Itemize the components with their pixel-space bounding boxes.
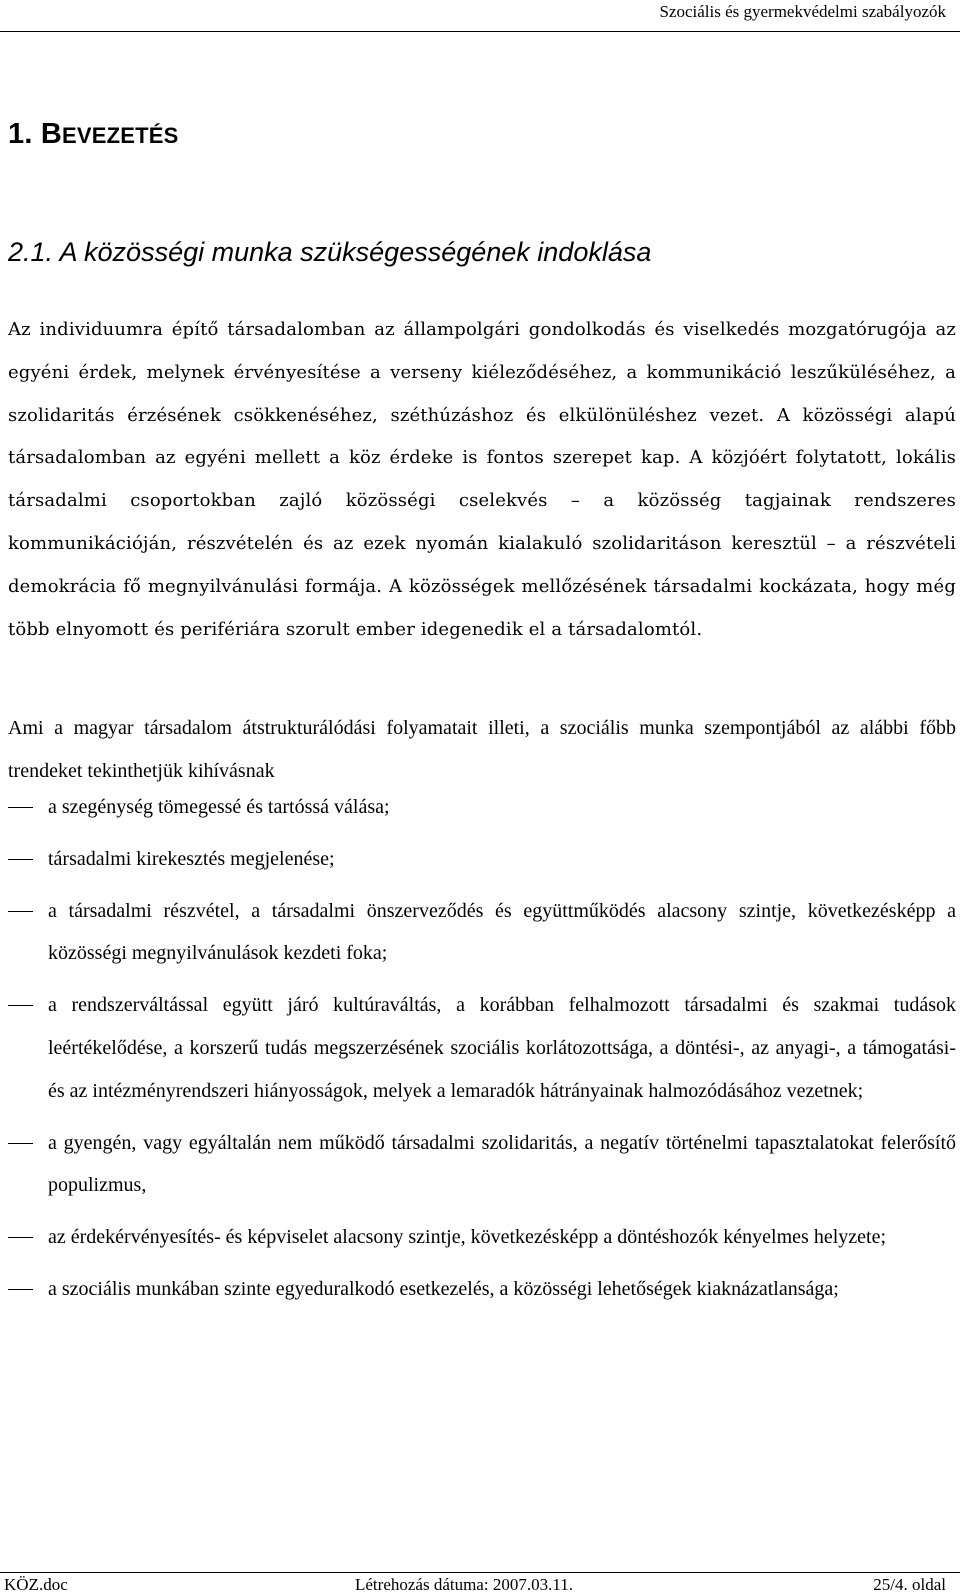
chapter-heading <box>8 118 179 151</box>
list-item: a társadalmi részvétel, a társadalmi önszerveződés és együttműködés alacsony szintje, következésképp a közösségi megnyilvánulások kezdeti foka; <box>8 890 956 976</box>
dash-bullet-icon <box>8 1289 33 1290</box>
chapter-title-rest: EVEZETÉS <box>62 123 179 148</box>
dash-bullet-icon <box>8 859 33 860</box>
list-item: a gyengén, vagy egyáltalán nem működő társadalmi szolidaritás, a negatív történelmi tapasztalatokat felerősítő populizmus, <box>8 1122 956 1208</box>
dash-bullet-icon <box>8 911 33 912</box>
header-title: Szociális és gyermekvédelmi szabályozók <box>659 2 946 21</box>
dash-bullet-icon <box>8 1143 33 1144</box>
running-footer <box>0 1572 960 1594</box>
trends-paragraph: Ami a magyar társadalom átstrukturálódási folyamatait illeti, a szociális munka szempontjából az alábbi főbb trendeket tekinthetjük kihívásnak <box>8 717 956 782</box>
chapter-title-initial: B <box>40 118 62 150</box>
dash-bullet-icon <box>8 1237 33 1238</box>
list-item: az érdekérvényesítés- és képviselet alacsony szintje, következésképp a döntéshozók kényelmes helyzete; <box>8 1216 956 1259</box>
trends-list <box>8 786 956 1320</box>
dash-bullet-icon <box>8 807 33 808</box>
running-header <box>0 0 960 32</box>
intro-paragraph: Az individuumra építő társadalomban az állampolgári gondolkodás és viselkedés mozgatórugója az egyéni érdek, melynek érvényesítése a verseny kiéleződéséhez, a kommunikáció leszűküléséhez, a szolidaritás érzésének csökkenéséhez, széthúzáshoz és elkülönüléshez vezet. A közösségi alapú társadalomban az egyéni mellett a köz érdeke is fontos szerepet kap. A közjóért folytatott, lokális társadalmi csoportokban zajló közösségi cselekvés – a közösség tagjainak rendszeres kommunikációján, részvételén és az ezek nyomán kialakuló szolidaritáson keresztül – a részvételi demokrácia fő megnyilvánulási formája. A közösségek mellőzésének társadalmi kockázata, hogy még több elnyomott és perifériára szorult ember idegenedik el a társadalomtól. <box>8 319 956 640</box>
chapter-number: 1. <box>8 118 41 150</box>
list-item: a rendszerváltással együtt járó kultúraváltás, a korábban felhalmozott társadalmi és szakmai tudások leértékelődése, a korszerű tudás megszerzésének szociális korlátozottsága, a döntési-, az anyagi-, a támogatási- és az intézményrendszeri hiányosságok, melyek a lemaradók hátrányainak halmozódásához vezetnek; <box>8 984 956 1112</box>
footer-created-date: Létrehozás dátuma: 2007.03.11. <box>355 1575 573 1594</box>
list-item: a szociális munkában szinte egyeduralkodó esetkezelés, a közösségi lehetőségek kiaknázatlansága; <box>8 1268 956 1311</box>
section-heading: 2.1. A közösségi munka szükségességének indoklása <box>8 237 652 267</box>
list-item: a szegénység tömegessé és tartóssá válása; <box>8 786 956 829</box>
footer-filename: KÖZ.doc <box>4 1575 68 1594</box>
list-item: társadalmi kirekesztés megjelenése; <box>8 838 956 881</box>
footer-page-number: 25/4. oldal <box>873 1575 946 1594</box>
dash-bullet-icon <box>8 1005 33 1006</box>
